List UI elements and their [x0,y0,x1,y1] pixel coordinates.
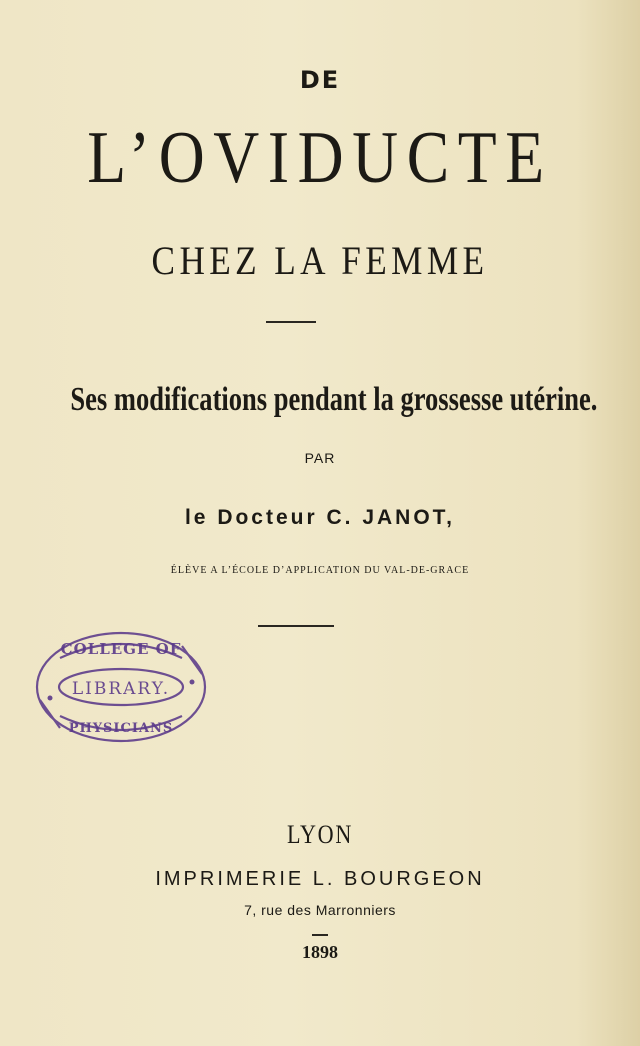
book-subtitle: CHEZ LA FEMME [151,238,489,283]
modifications-line: Ses modifications pendant la grossesse utérine. [70,381,598,418]
by-label: PAR [304,450,336,466]
stamp-top-text: COLLEGE OF [60,640,182,658]
divider-rule-bottom [312,934,328,936]
stamp-middle-text: LIBRARY. [71,679,171,699]
library-stamp-icon [32,628,210,746]
printer-name: IMPRIMERIE L. BOURGEON [155,868,485,890]
divider-rule-top [266,321,316,323]
author-affiliation: ÉLÈVE A L’ÉCOLE D’APPLICATION DU VAL-DE-GRACE [170,565,470,576]
title-prefix: DE [299,66,341,94]
divider-rule-middle [258,625,334,627]
author-name: le Docteur C. JANOT, [184,506,456,529]
publication-year: 1898 [302,942,338,962]
city-name: LYON [287,820,353,849]
printer-address: 7, rue des Marronniers [244,902,396,918]
book-title: L’OVIDUCTE [87,117,553,199]
stamp-bottom-text: PHYSICIANS [68,721,174,736]
